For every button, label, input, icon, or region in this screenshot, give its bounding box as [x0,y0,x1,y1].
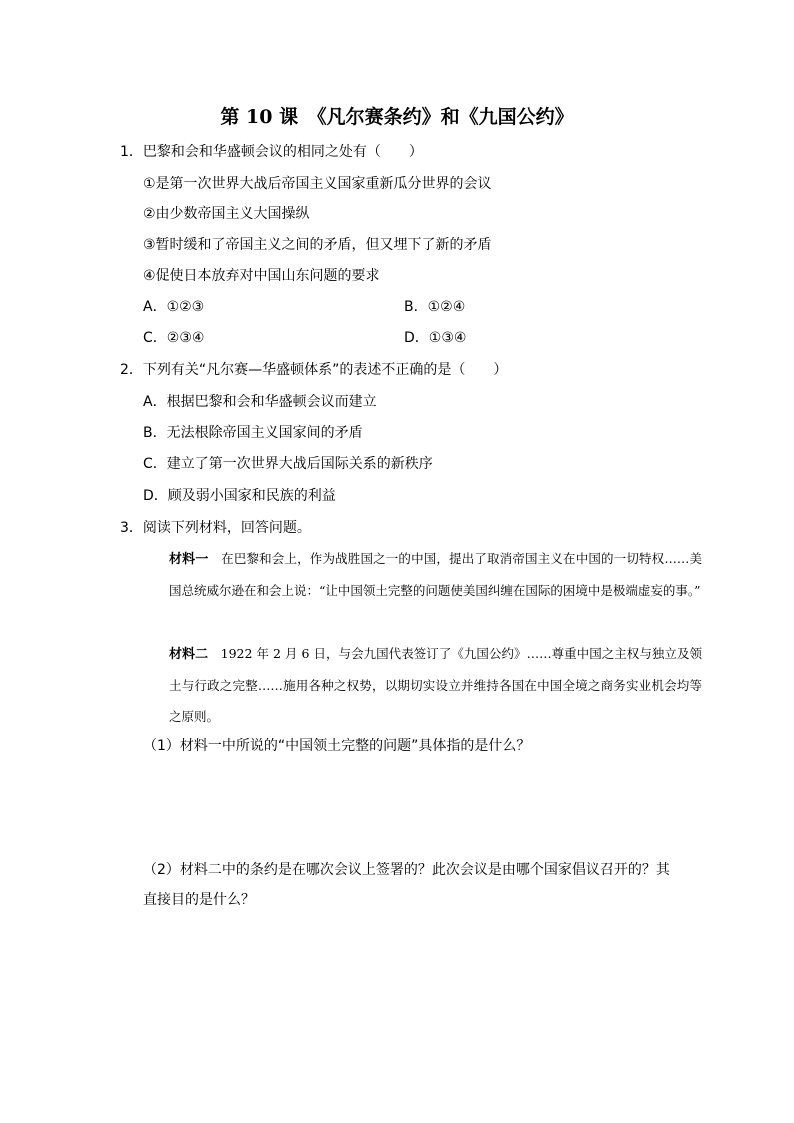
q1-option-b: B．①②④ [404,299,466,315]
material-1-label: 材料一 [169,552,209,567]
q1-statement-1: ①是第一次世界大战后帝国主义国家重新瓜分世界的会议 [143,176,492,192]
q1-option-d: D．①③④ [404,330,467,346]
q1-option-c: C．②③④ [143,330,205,346]
q1-option-a: A．①②③ [143,299,205,315]
material-2-text: 1922 年 2 月 6 日，与会九国代表签订了《九国公约》……尊重中国之主权与独立及领土与行政之完整……施用各种之权势，以期切实设立并维持各国在中国全境之商务实业机会均等之原则。 [169,646,702,724]
material-2-label: 材料二 [169,647,209,662]
q3-part-2: （2）材料二中的条约是在哪次会议上签署的？此次会议是由哪个国家倡议召开的？其直接目的是什么？ [143,862,670,908]
material-1-text: 在巴黎和会上，作为战胜国之一的中国，提出了取消帝国主义在中国的一切特权……美国总统威尔逊在和会上说：“让中国领土完整的问题使美国纠缠在国际的困境中是极端虚妄的事。” [169,551,702,598]
q1-statement-4: ④促使日本放弃对中国山东问题的要求 [143,268,380,284]
q1-statement-2: ②由少数帝国主义大国操纵 [143,206,310,222]
page-title: 第 10 课 《凡尔赛条约》和《九国公约》 [220,106,574,128]
q2-option-b: B．无法根除帝国主义国家间的矛盾 [143,425,363,441]
q1-stem: 1．巴黎和会和华盛顿会议的相同之处有（ ） [120,144,423,160]
q3-stem: 3．阅读下列材料，回答问题。 [120,520,311,536]
q2-option-a: A．根据巴黎和会和华盛顿会议而建立 [143,394,377,410]
material-1 [141,543,702,606]
q3-part-1: （1）材料一中所说的“中国领土完整的问题”具体指的是什么？ [143,738,531,754]
q2-option-c: C．建立了第一次世界大战后国际关系的新秩序 [143,456,433,472]
q2-option-d: D．顾及弱小国家和民族的利益 [143,488,336,504]
q2-stem: 2．下列有关“凡尔赛—华盛顿体系”的表述不正确的是（ ） [120,362,508,378]
material-2 [141,638,702,732]
q1-statement-3: ③暂时缓和了帝国主义之间的矛盾，但又埋下了新的矛盾 [143,237,492,253]
